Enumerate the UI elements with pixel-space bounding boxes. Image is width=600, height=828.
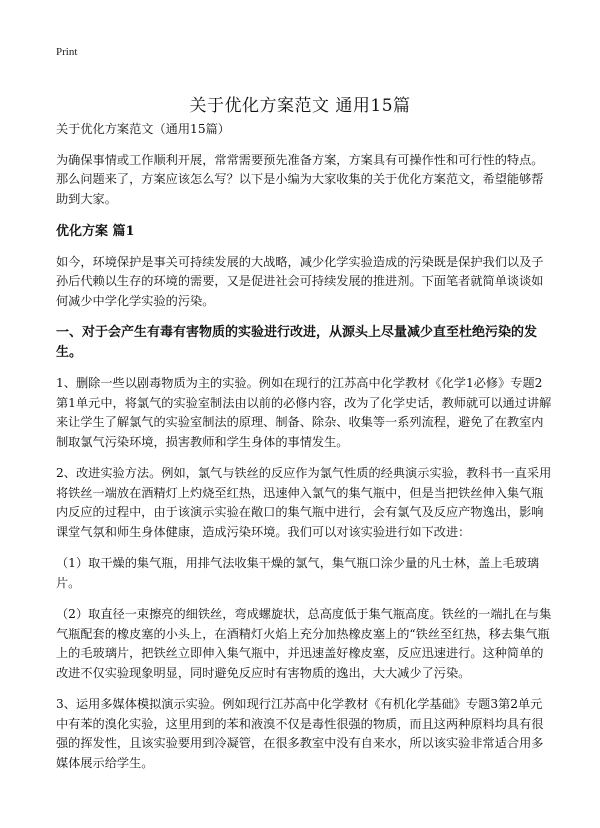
document-body xyxy=(56,120,552,785)
sub-item-1: （1）取干燥的集气瓶，用排气法收集干燥的氯气，集气瓶口涂少量的凡士林，盖上毛玻璃片。 xyxy=(56,556,540,590)
list-item-3: 3、运用多媒体模拟演示实验。例如现行江苏高中化学教材《有机化学基础》专题3第2单元中有苯的溴化实验，这里用到的苯和液溴不仅是毒性很强的物质，而且这两种原料均具有很强的挥发性，且该实验要用到冷凝管，在很多教室中没有自来水，所以该实验非常适合用多媒体展示给学生。 xyxy=(56,697,544,770)
list-item-2: 2、改进实验方法。例如，氯气与铁丝的反应作为氯气性质的经典演示实验，教科书一直采用将铁丝一端放在酒精灯上灼烧至红热，迅速伸入氯气的集气瓶中，但是当把铁丝伸入集气瓶内反应的过程中，由于该演示实验在敞口的集气瓶中进行，会有氯气及反应产物逸出，影响课堂气氛和师生身体健康，造成污染环境。我们可以对该实验进行如下改进： xyxy=(56,466,552,539)
print-label[interactable]: Print xyxy=(56,46,78,58)
intro-paragraph: 为确保事情或工作顺利开展，常常需要预先准备方案，方案具有可操作性和可行性的特点。那么问题来了，方案应该怎么写？以下是小编为大家收集的关于优化方案范文，希望能够帮助到大家。 xyxy=(56,152,544,206)
section-heading: 优化方案 篇1 xyxy=(56,224,135,239)
bold-heading: 一、对于会产生有毒有害物质的实验进行改进，从源头上尽量减少直至杜绝污染的发生。 xyxy=(56,325,538,360)
document-subtitle: 关于优化方案范文（通用15篇） xyxy=(56,122,230,136)
sub-item-2: （2）取直径一束擦亮的细铁丝，弯成螺旋状，总高度低于集气瓶高度。铁丝的一端扎在与集气瓶配套的橡皮塞的小头上，在酒精灯火焰上充分加热橡皮塞上的“铁丝至红热，移去集气瓶上的毛玻璃片，把铁丝立即伸入集气瓶中，并迅速盖好橡皮塞，反应迅速进行。这种简单的改进不仅实验现象明显，同时避免反应时有害物质的逸出，大大减少了污染。 xyxy=(56,607,552,680)
list-item-1: 1、删除一些以剧毒物质为主的实验。例如在现行的江苏高中化学教材《化学1必修》专题2第1单元中，将氯气的实验室制法由以前的必修内容，改为了化学史话，教师就可以通过讲解来让学生了解氯气的实验室制法的原理、制备、除杂、收集等一系列流程，避免了在教室内制取氯气污染环境，损害教师和学生身体的事情发生。 xyxy=(56,376,552,449)
document-title: 关于优化方案范文 通用15篇 xyxy=(189,96,411,117)
paragraph-1: 如今，环境保护是事关可持续发展的大战略，减少化学实验造成的污染既是保护我们以及子孙后代赖以生存的环境的需要，又是促进社会可持续发展的推进剂。下面笔者就简单谈谈如何减少中学化学实验的污染。 xyxy=(56,254,544,308)
